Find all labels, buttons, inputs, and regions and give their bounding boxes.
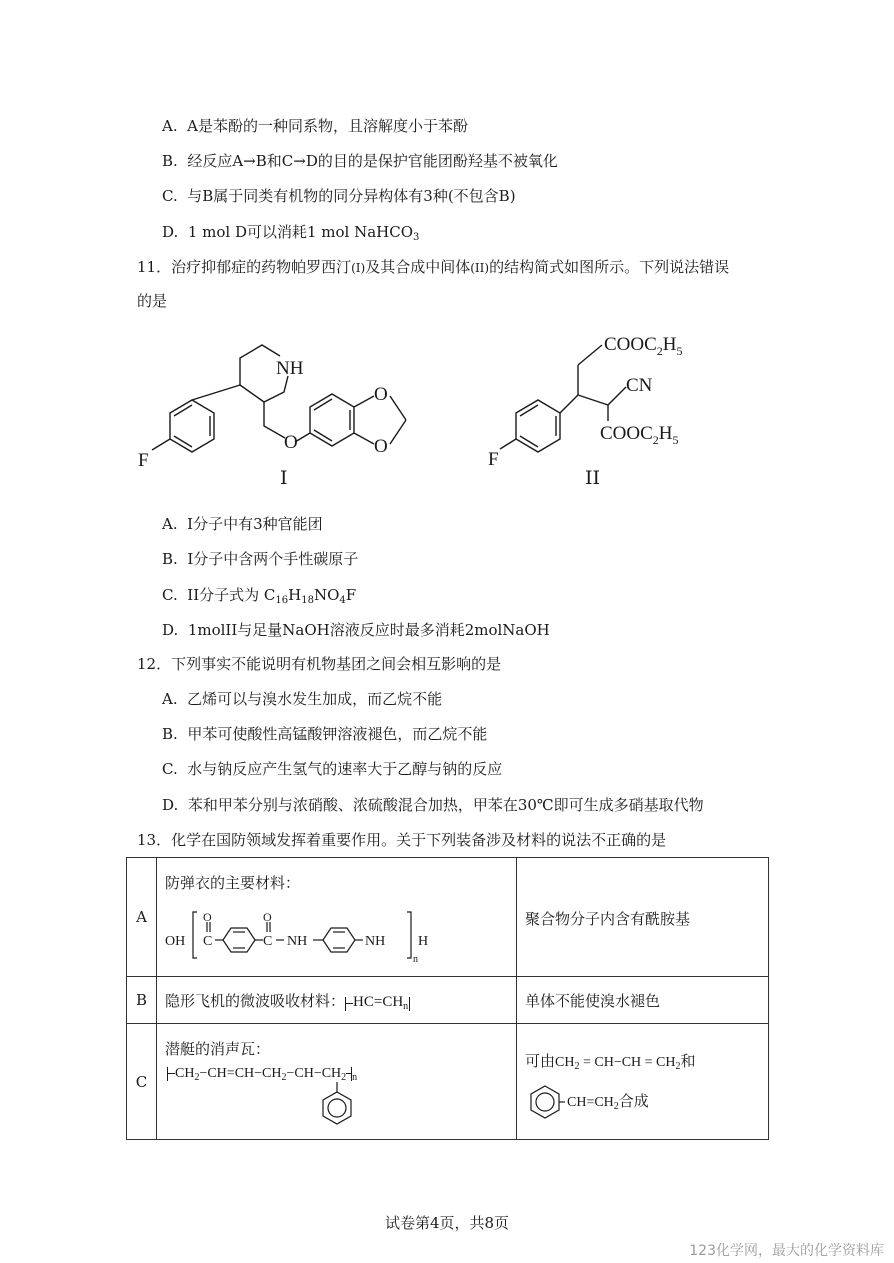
q11-option-b: B. I分子中含两个手性碳原子 — [162, 550, 359, 568]
svg-text:NH: NH — [365, 934, 386, 949]
q10-option-d: D. 1 mol D可以消耗1 mol NaHCO$_3$ — [162, 223, 420, 243]
claim-text: 聚合物分子内含有酰胺基 — [525, 910, 691, 928]
svg-text:NH: NH — [287, 934, 308, 949]
q13-stem: 13．化学在国防领域发挥着重要作用。关于下列装备涉及材料的说法不正确的是 — [137, 831, 667, 849]
table-row — [127, 858, 769, 977]
watermark: 123化学网，最大的化学资料库 — [689, 1243, 884, 1259]
material-desc: 隐形飞机的微波吸收材料： — [165, 991, 346, 1010]
formula-kevlar — [163, 904, 433, 966]
phenyl-ring-icon — [317, 1082, 357, 1132]
material-desc: 潜艇的消声瓦： — [165, 1040, 271, 1058]
q12-option-a: A. 乙烯可以与溴水发生加成，而乙烷不能 — [162, 690, 443, 708]
atom-o-dioxole-2: O — [374, 436, 388, 457]
atom-o-ether: O — [284, 432, 298, 453]
svg-text:C: C — [263, 934, 273, 949]
atom-nh: NH — [276, 358, 304, 379]
q12-option-b: B. 甲苯可使酸性高锰酸钾溶液褪色，而乙烷不能 — [162, 725, 488, 743]
q13-table — [126, 857, 769, 1140]
label-structure-i: I — [280, 467, 288, 489]
svg-text:H: H — [418, 934, 429, 949]
q10-option-a: A. A是苯酚的一种同系物，且溶解度小于苯酚 — [162, 117, 468, 135]
claim-cell — [517, 977, 769, 1024]
svg-text:O: O — [263, 910, 272, 924]
q11-stem: 11．治疗抑郁症的药物帕罗西汀(I)及其合成中间体(II)的结构简式如图所示。下列说法错误 — [137, 258, 730, 276]
material-desc: 防弹衣的主要材料： — [165, 874, 301, 892]
styrene-text: $CH=CH_2$合成 — [567, 1092, 649, 1112]
q11-option-d: D. 1molII与足量NaOH溶液反应时最多消耗2molNaOH — [162, 621, 550, 639]
table-row — [127, 1024, 769, 1140]
claim-cell — [517, 858, 769, 977]
structure-paroxetine — [130, 330, 460, 500]
q12-option-c: C. 水与钠反应产生氢气的速率大于乙醇与钠的反应 — [162, 760, 503, 778]
material-cell — [157, 977, 517, 1024]
group-cn: CN — [626, 375, 653, 396]
page-footer: 试卷第4页，共8页 — [384, 1214, 510, 1232]
q12-option-d: D. 苯和甲苯分别与浓硝酸、浓硫酸混合加热，甲苯在30℃即可生成多硝基取代物 — [162, 796, 704, 814]
row-label: C — [127, 1024, 157, 1140]
structure-intermediate — [480, 325, 740, 495]
q11-option-c: C. II分子式为 $C_{16}H_{18}NO_4F$ — [162, 586, 357, 606]
claim-cell — [517, 1024, 769, 1140]
q10-option-c: C. 与B属于同类有机物的同分异构体有3种(不包含B) — [162, 187, 516, 205]
row-label: A — [127, 858, 157, 977]
svg-text:n: n — [413, 954, 418, 965]
group-cooc2h5-top: $COOC_2H_5$ — [604, 334, 683, 358]
q12-stem: 12．下列事实不能说明有机物基团之间会相互影响的是 — [137, 655, 502, 673]
material-cell — [157, 858, 517, 977]
label-structure-ii: II — [585, 467, 601, 489]
q11-stem-line2: 的是 — [137, 292, 168, 310]
svg-text:O: O — [203, 910, 212, 924]
atom-f: F — [488, 449, 499, 470]
row-label: B — [127, 977, 157, 1024]
table-row — [127, 977, 769, 1024]
material-cell — [157, 1024, 517, 1140]
svg-text:OH: OH — [165, 934, 186, 949]
atom-f: F — [138, 450, 149, 471]
claim-text: 单体不能使溴水褪色 — [525, 991, 661, 1010]
q10-option-b: B. 经反应A→B和C→D的目的是保护官能团酚羟基不被氧化 — [162, 152, 558, 170]
formula-rubber: $CH_2-CH=CH-CH_2-CH-CH_2$ $_n$ — [167, 1066, 357, 1082]
atom-o-dioxole-1: O — [374, 384, 388, 405]
q11-option-a: A. I分子中有3种官能团 — [162, 515, 323, 533]
claim-text: 可由$CH_2 = CH-CH = CH_2$和 — [525, 1052, 696, 1072]
benzene-ring-icon — [525, 1084, 565, 1120]
group-cooc2h5-bottom: $COOC_2H_5$ — [600, 423, 679, 447]
formula-polyacetylene: HC=CH $_n$ — [345, 994, 414, 1011]
svg-text:C: C — [203, 934, 213, 949]
